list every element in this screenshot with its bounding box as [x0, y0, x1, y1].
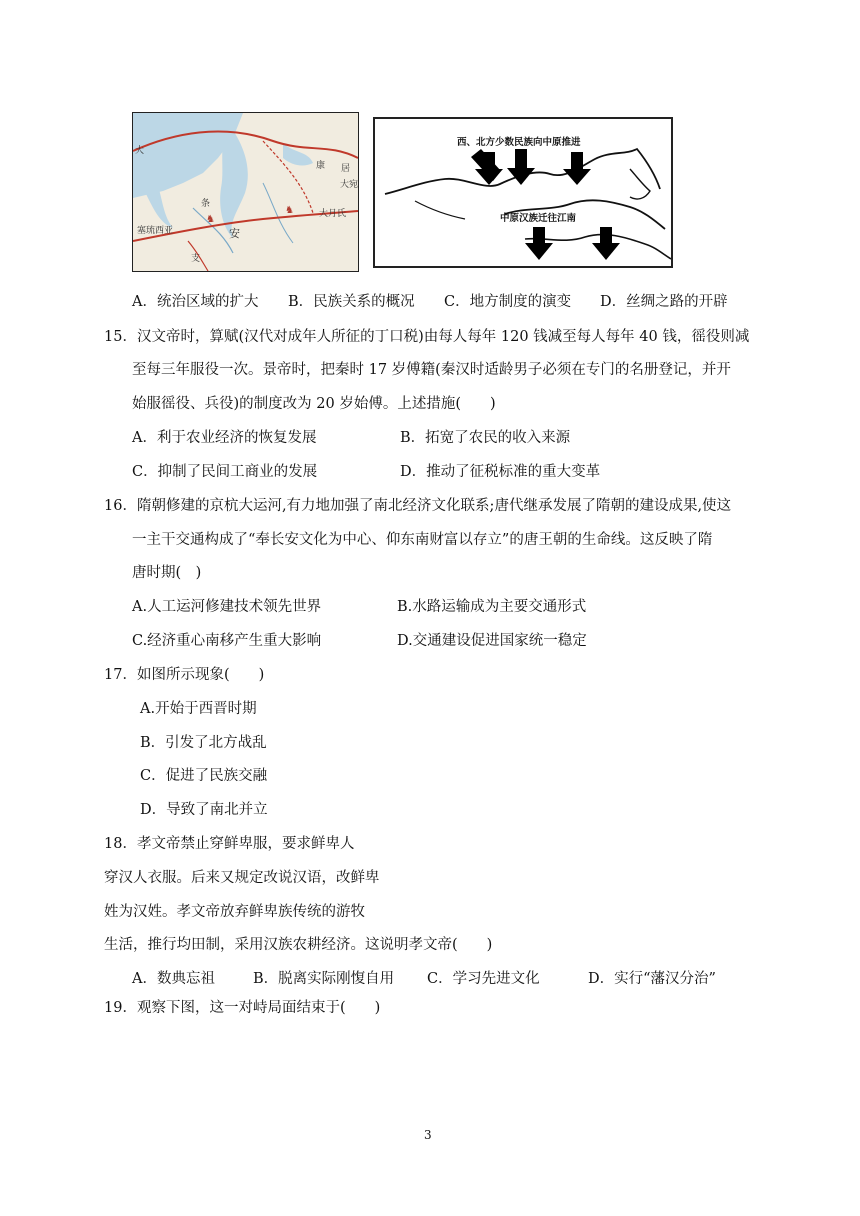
q17-option-c: C．促进了民族交融 [140, 768, 268, 784]
map1-label-seleucia: 塞琉西亚 [137, 226, 174, 236]
q17-option-a: A.开始于西晋时期 [140, 701, 257, 717]
migration-map [373, 117, 673, 268]
q14-option-a: A．统治区域的扩大 [132, 294, 259, 310]
map2-top-label: 西、北方少数民族向中原推进 [457, 137, 581, 148]
map1-label-da: 大 [135, 146, 145, 156]
q14-option-b: B．民族关系的概况 [288, 294, 415, 310]
q16-stem-line3: 唐时期( ) [132, 565, 202, 581]
q14-option-c: C．地方制度的演变 [444, 294, 572, 310]
q16-option-d: D.交通建设促进国家统一稳定 [397, 633, 587, 649]
q16-option-a: A.人工运河修建技术领先世界 [132, 599, 322, 615]
q18-stem-line4: 生活，推行均田制，采用汉族农耕经济。这说明孝文帝( ) [104, 937, 493, 953]
q15-option-c: C．抑制了民间工商业的发展 [132, 464, 318, 480]
q18-stem-line3: 姓为汉姓。孝文帝放弃鲜卑族传统的游牧 [104, 904, 365, 920]
q18-stem-line2: 穿汉人衣服。后来又规定改说汉语，改鲜卑 [104, 870, 380, 886]
silk-road-map [132, 112, 359, 272]
q18-option-a: A．数典忘祖 [132, 971, 215, 987]
camel-icon: ♞ [206, 214, 215, 225]
q15-stem-line2: 至每三年服役一次。景帝时，把秦时 17 岁傅籍(秦汉时适龄男子必须在专门的名册登记，并开 [132, 362, 731, 378]
q18-stem-line1: 18．孝文帝禁止穿鲜卑服，要求鲜卑人 [104, 836, 355, 852]
q17-stem: 17．如图所示现象( ) [104, 667, 265, 683]
q16-stem-line2: 一主干交通构成了“奉长安文化为中心、仰东南财富以存立”的唐王朝的生命线。这反映了隋 [132, 532, 713, 548]
q15-option-a: A．利于农业经济的恢复发展 [132, 430, 317, 446]
map1-label-tiao: 条 [201, 199, 211, 209]
map1-label-dayuezhi: 大月氏 [319, 209, 347, 219]
map1-label-dayuan: 大宛 [340, 180, 359, 190]
q15-option-b: B．拓宽了农民的收入来源 [400, 430, 571, 446]
q18-option-b: B．脱离实际刚愎自用 [253, 971, 395, 987]
camel-icon: ♞ [285, 205, 294, 216]
page-number: 3 [424, 1128, 432, 1142]
map1-label-ju: 居 [341, 164, 351, 174]
map1-label-zhi: 支 [191, 254, 201, 264]
q17-option-b: B．引发了北方战乱 [140, 735, 267, 751]
q14-option-d: D．丝绸之路的开辟 [600, 294, 728, 310]
q15-stem-line3: 始服徭役、兵役)的制度改为 20 岁始傅。上述措施( ) [132, 396, 496, 412]
q16-option-b: B.水路运输成为主要交通形式 [397, 599, 587, 615]
q15-stem-line1: 15．汉文帝时，算赋(汉代对成年人所征的丁口税)由每人每年 120 钱减至每人每年 40 钱，徭役则减 [104, 329, 750, 345]
q18-option-c: C．学习先进文化 [427, 971, 540, 987]
map1-label-kang: 康 [316, 161, 326, 171]
q19-stem: 19．观察下图，这一对峙局面结束于( ) [104, 1000, 381, 1016]
map1-label-an: 安 [229, 227, 240, 240]
q16-option-c: C.经济重心南移产生重大影响 [132, 633, 322, 649]
q15-option-d: D．推动了征税标准的重大变革 [400, 464, 601, 480]
map2-bottom-label: 中原汉族迁往江南 [500, 213, 577, 224]
q18-option-d: D．实行“藩汉分治” [588, 971, 716, 987]
q16-stem-line1: 16．隋朝修建的京杭大运河,有力地加强了南北经济文化联系;唐代继承发展了隋朝的建设成果,使这 [104, 498, 732, 514]
q17-option-d: D．导致了南北并立 [140, 802, 268, 818]
silk-road-map-graphic [133, 113, 358, 271]
